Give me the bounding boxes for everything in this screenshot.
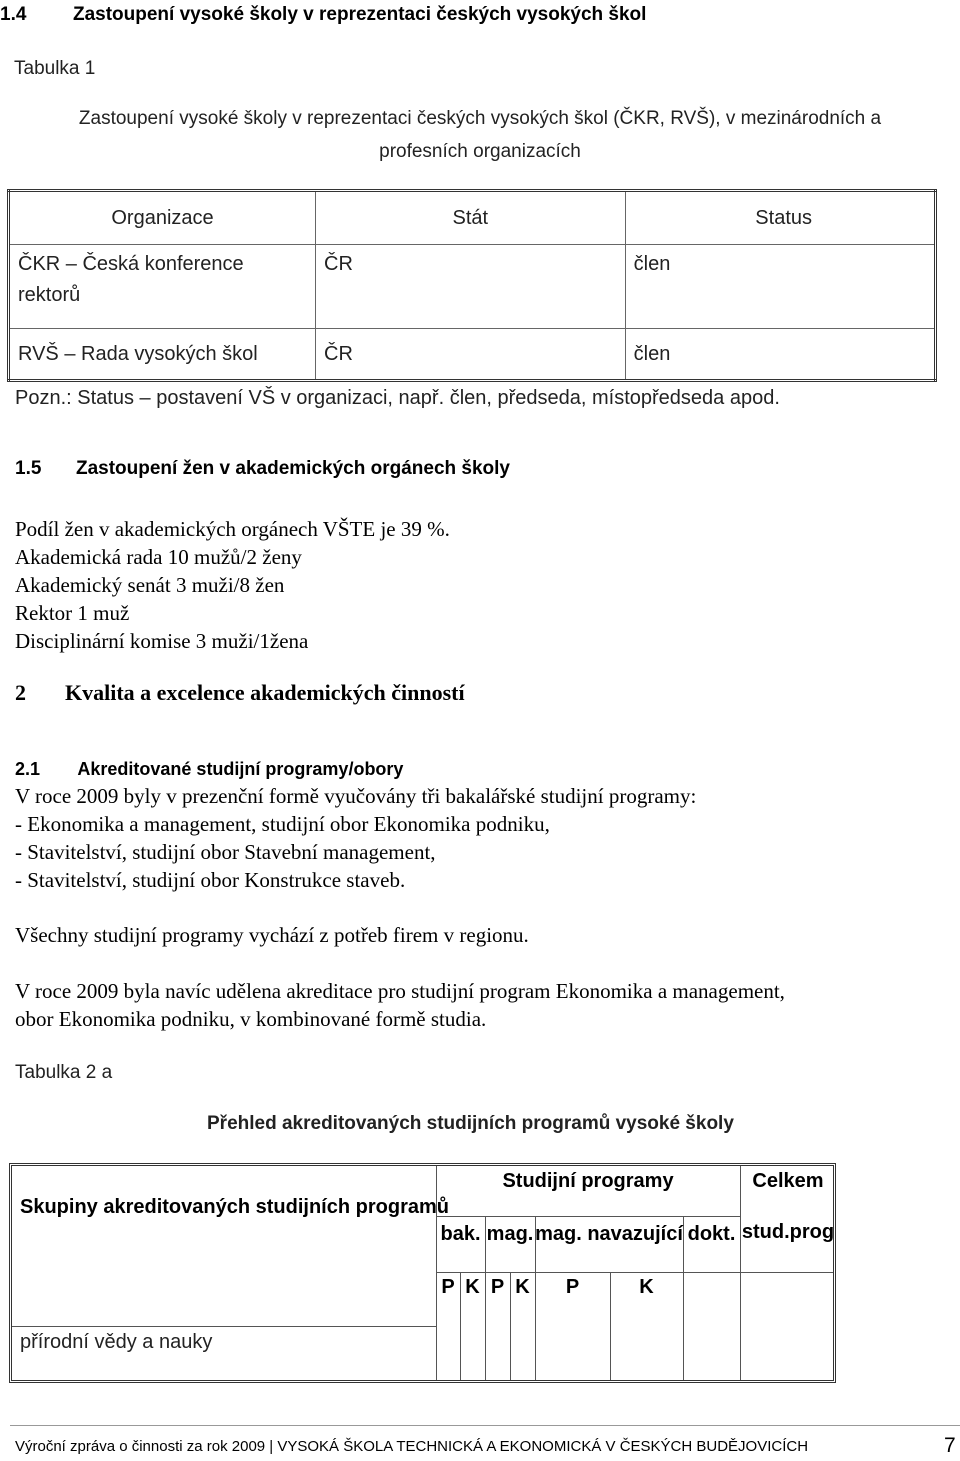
- section-title: Akreditované studijní programy/obory: [77, 759, 404, 779]
- type-dokt: dokt.: [687, 1223, 736, 1245]
- table1-caption-line2: profesních organizacích: [379, 141, 581, 162]
- section-number: 1.4: [0, 4, 27, 25]
- total-header: Celkem: [752, 1170, 824, 1192]
- header-cell: Status: [625, 191, 935, 245]
- programs-para3: [15, 977, 785, 1033]
- section-title: Zastoupení vysoké školy v reprezentaci českých vysokých škol: [72, 4, 647, 25]
- text-line: - Stavitelství, studijní obor Konstrukce staveb.: [15, 868, 406, 892]
- table2a-label: Tabulka 2 a: [15, 1062, 113, 1083]
- section-number: 2.1: [15, 759, 41, 779]
- state-cell: ČR: [316, 329, 626, 381]
- text-line: - Stavitelství, studijní obor Stavební management,: [15, 840, 436, 864]
- text-line: Rektor 1 muž: [15, 601, 130, 625]
- footer-divider: [10, 1425, 960, 1426]
- text-line: V roce 2009 byla navíc udělena akreditace pro studijní program Ekonomika a management,: [15, 979, 785, 1003]
- section-number: 2: [15, 680, 26, 705]
- form-cell: P: [565, 1276, 580, 1298]
- page-number: 7: [944, 1434, 956, 1457]
- section-number: 1.5: [15, 458, 42, 479]
- table1-note: Pozn.: Status – postavení VŠ v organizaci, např. člen, předseda, místopředseda apod.: [15, 387, 780, 409]
- text-line: obor Ekonomika podniku, v kombinované formě studia.: [15, 1007, 487, 1031]
- section-title: Zastoupení žen v akademických orgánech školy: [75, 458, 510, 479]
- form-cell: K: [515, 1276, 530, 1298]
- section-heading-1-5: [15, 458, 510, 480]
- table-row: [9, 329, 936, 381]
- status-cell: člen: [625, 245, 935, 329]
- header-cell: Stát: [316, 191, 626, 245]
- programs-para2: Všechny studijní programy vychází z potřeb firem v regionu.: [15, 923, 529, 947]
- total-subheader: stud.prog: [741, 1221, 835, 1243]
- org-cell: RVŠ – Rada vysokých škol: [9, 329, 316, 381]
- section-heading-1-4: [0, 4, 646, 26]
- text-line: Podíl žen v akademických orgánech VŠTE je 39 %.: [15, 517, 450, 541]
- section-title: Kvalita a excelence akademických činností: [65, 680, 465, 705]
- org-name-line2: rektorů: [18, 284, 81, 306]
- state-cell: ČR: [316, 245, 626, 329]
- status-cell: člen: [625, 329, 935, 381]
- section-heading-2-1: [15, 759, 403, 780]
- form-cell: P: [490, 1276, 505, 1298]
- group-header: Skupiny akreditovaných studijních programů: [20, 1196, 449, 1218]
- form-cell: K: [639, 1276, 654, 1298]
- women-share-text: [15, 515, 450, 655]
- org-cell: [9, 245, 316, 329]
- type-bak: bak.: [440, 1223, 481, 1245]
- programs-header: Studijní programy: [502, 1170, 674, 1192]
- text-line: - Ekonomika a management, studijní obor Ekonomika podniku,: [15, 812, 550, 836]
- text-line: V roce 2009 byly v prezenční formě vyučovány tři bakalářské studijní programy:: [15, 784, 697, 808]
- form-cell: P: [441, 1276, 455, 1298]
- section-heading-2: [15, 680, 465, 706]
- table-header-row: [9, 191, 936, 245]
- type-mag-navazujici: mag. navazující: [535, 1223, 683, 1245]
- table1: [7, 189, 937, 382]
- programs-text: [15, 782, 696, 894]
- footer-text: Výroční zpráva o činnosti za rok 2009 | VYSOKÁ ŠKOLA TECHNICKÁ A EKONOMICKÁ V ČESKÝCH BUDĚJOVICÍCH: [15, 1438, 809, 1455]
- text-line: Akademická rada 10 mužů/2 ženy: [15, 545, 302, 569]
- form-cell: K: [465, 1276, 480, 1298]
- org-name-line1: ČKR – Česká konference: [18, 253, 244, 275]
- header-cell: Organizace: [9, 191, 316, 245]
- table1-label: Tabulka 1: [14, 58, 96, 79]
- table-row-first: přírodní vědy a nauky: [20, 1331, 213, 1353]
- type-mag: mag.: [486, 1223, 534, 1245]
- table-row: [9, 245, 936, 329]
- table2a-caption: Přehled akreditovaných studijních programů vysoké školy: [207, 1113, 734, 1134]
- table1-caption-line1: Zastoupení vysoké školy v reprezentaci českých vysokých škol (ČKR, RVŠ), v mezinárodních a: [78, 108, 882, 129]
- text-line: Disciplinární komise 3 muži/1žena: [15, 629, 309, 653]
- text-line: Akademický senát 3 muži/8 žen: [15, 573, 285, 597]
